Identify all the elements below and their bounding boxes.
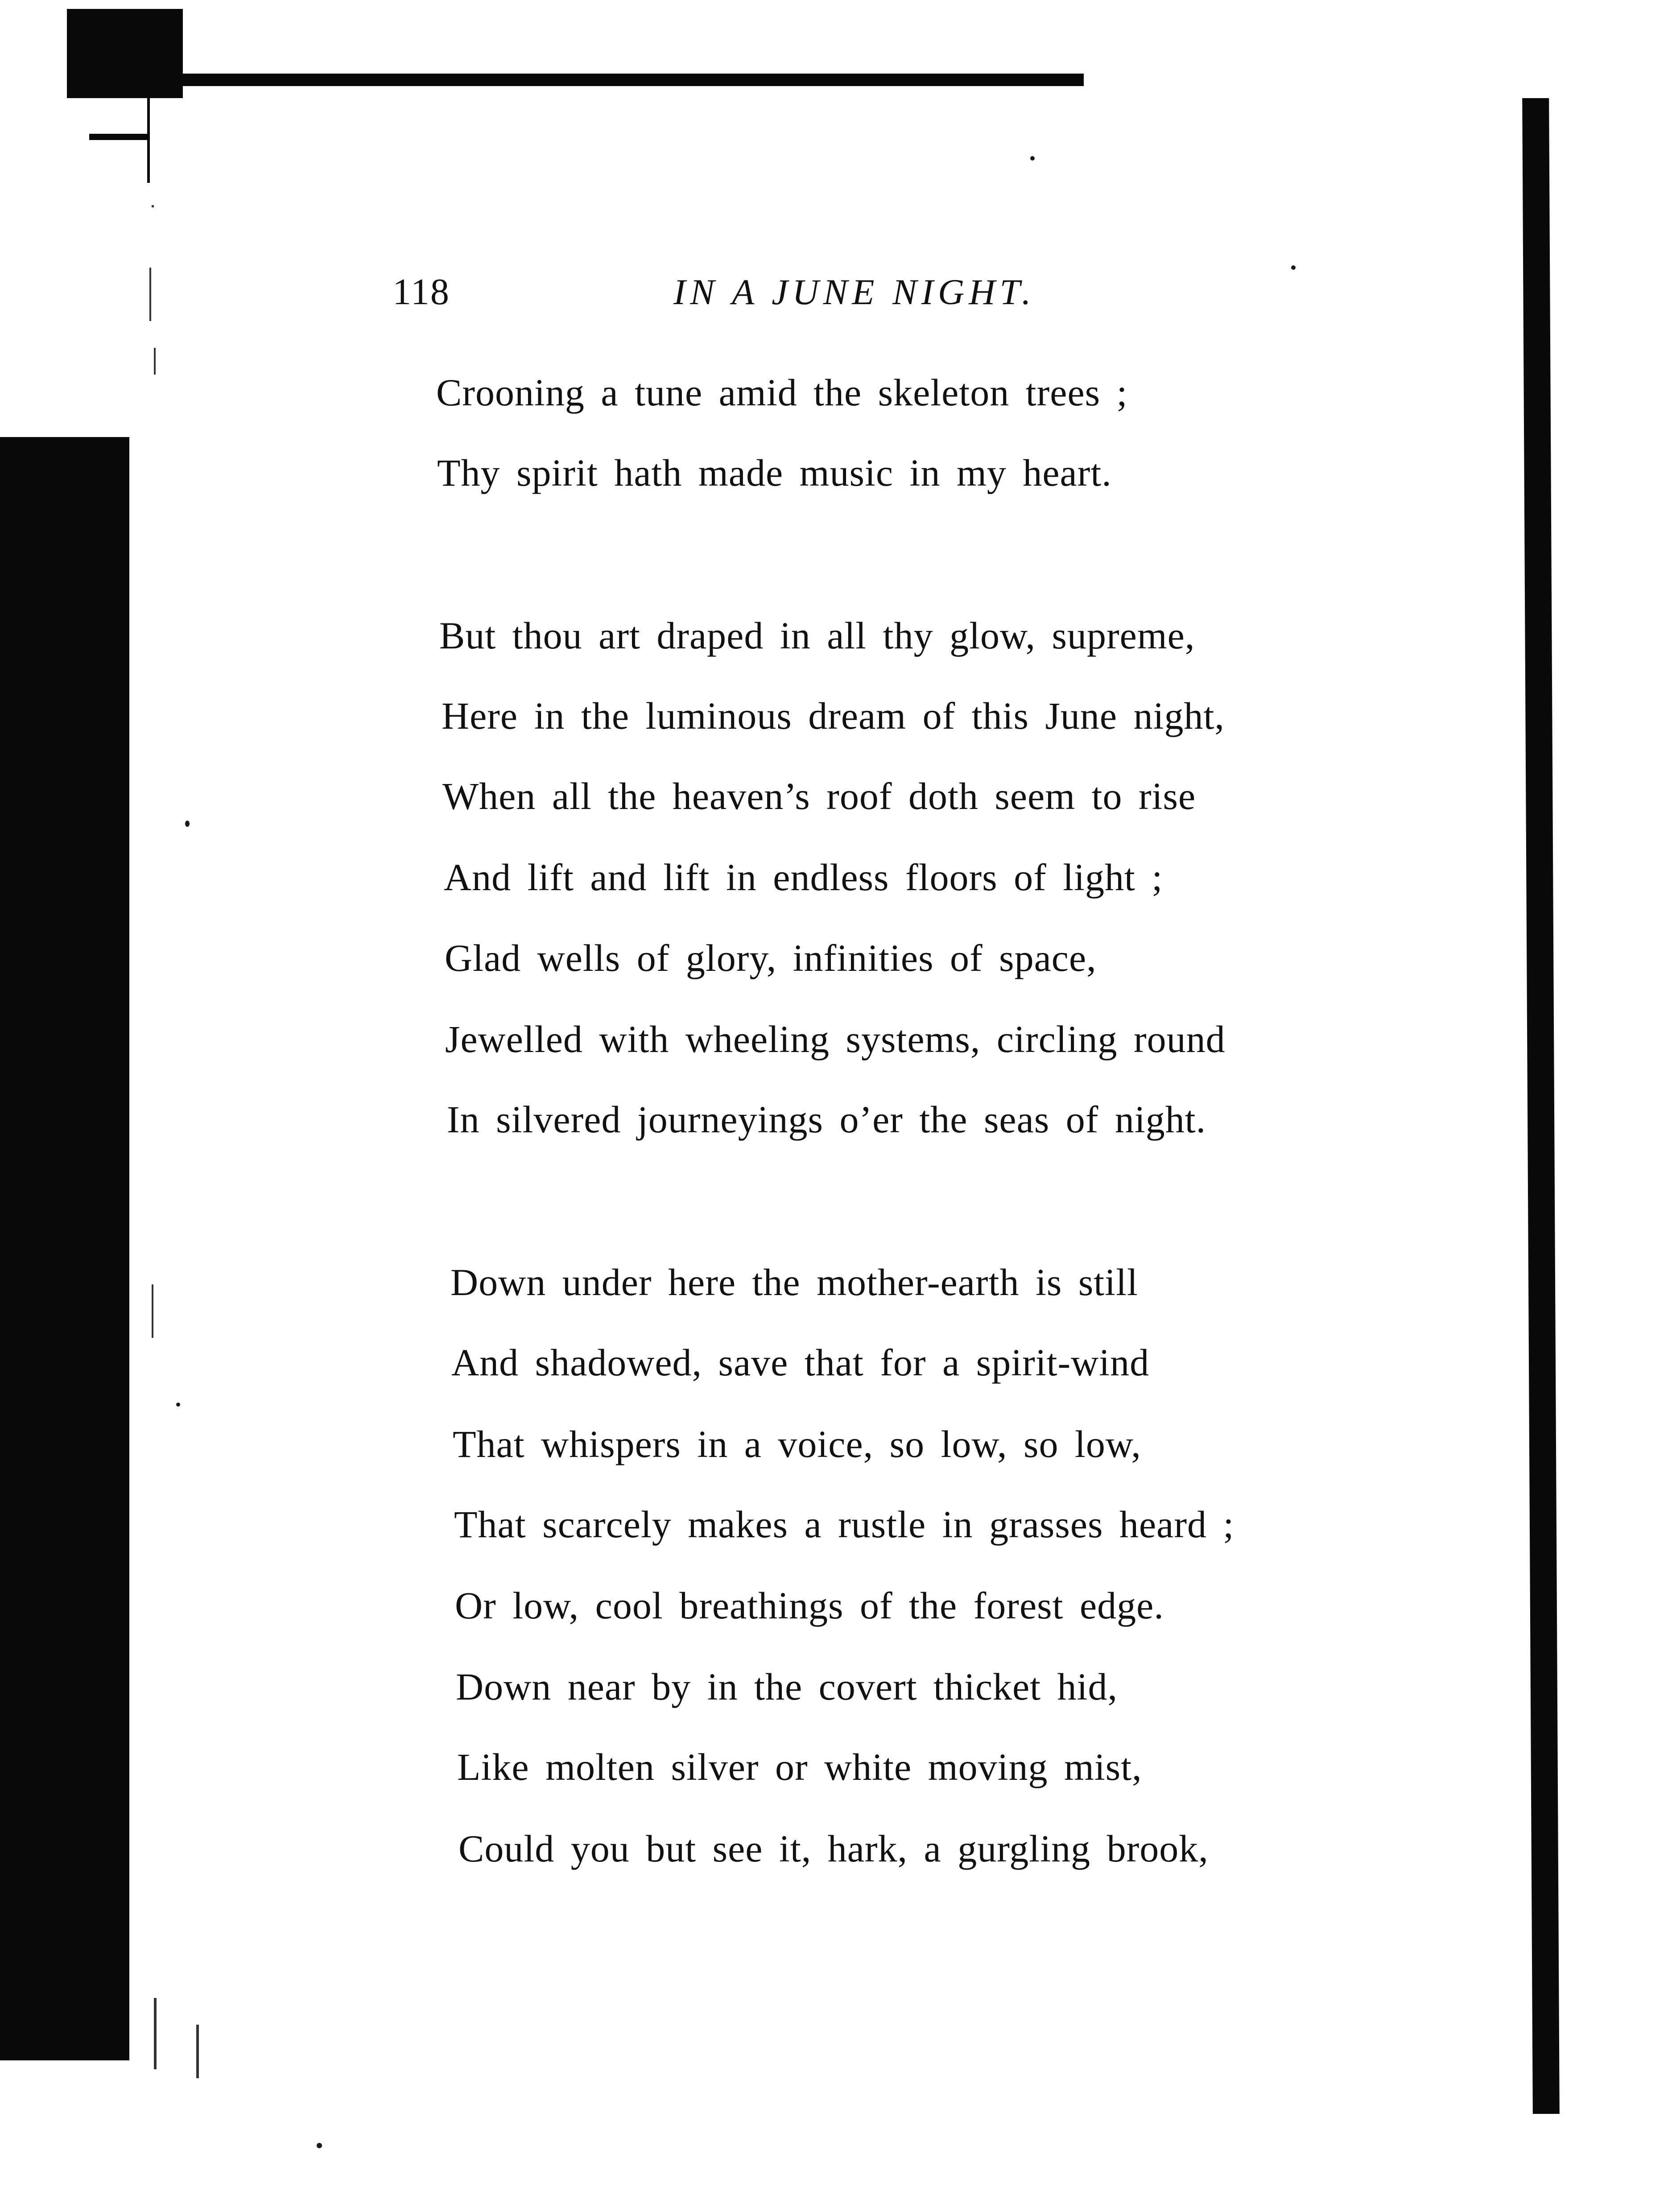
poem-line: Crooning a tune amid the skeleton trees ; (436, 371, 1128, 414)
poem-line: But thou art draped in all thy glow, supreme, (439, 614, 1195, 657)
poem-line: Down near by in the covert thicket hid, (456, 1665, 1118, 1708)
poem-line: Thy spirit hath made music in my heart. (437, 451, 1112, 494)
poem-line: Jewelled with wheeling systems, circling round (445, 1018, 1226, 1061)
poem-line: That scarcely makes a rustle in grasses heard ; (454, 1503, 1234, 1546)
poem-line: Could you but see it, hark, a gurgling brook, (458, 1827, 1209, 1870)
running-head: IN A JUNE NIGHT. (673, 272, 1036, 312)
poem-line: In silvered journeyings o’er the seas of night. (447, 1098, 1206, 1141)
poem-line: And shadowed, save that for a spirit-wind (451, 1341, 1150, 1384)
poem-line: Glad wells of glory, infinities of space, (445, 937, 1097, 979)
poem-line: Like molten silver or white moving mist, (457, 1746, 1142, 1788)
page-number: 118 (392, 271, 450, 313)
poem-line: Here in the luminous dream of this June night, (442, 694, 1225, 737)
poem-line: When all the heaven’s roof doth seem to rise (442, 775, 1196, 817)
poem-line: And lift and lift in endless floors of light ; (444, 856, 1163, 899)
poem-line: Or low, cool breathings of the forest edge. (455, 1584, 1164, 1627)
poem-line: Down under here the mother-earth is still (450, 1261, 1138, 1304)
poem-line: That whispers in a voice, so low, so low, (453, 1423, 1141, 1465)
